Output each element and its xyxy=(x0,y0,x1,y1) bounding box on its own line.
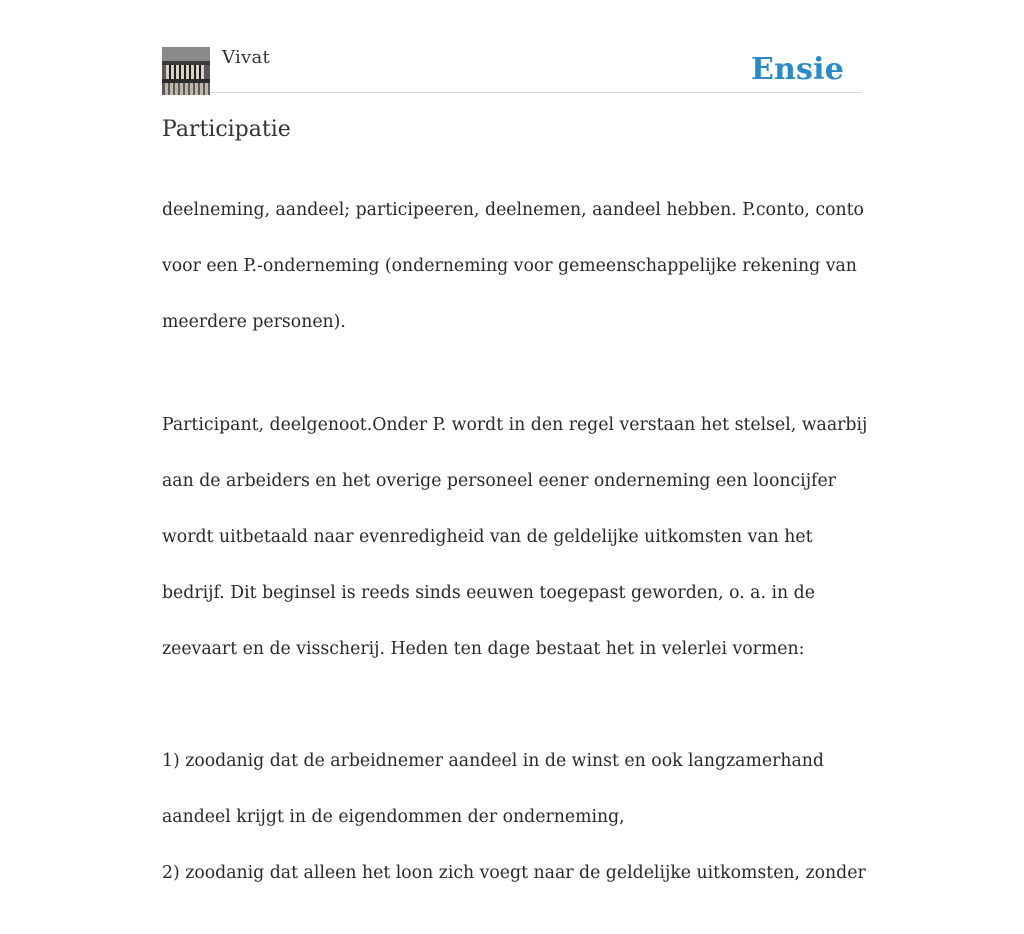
text-line: aandeel krijgt in de eigendommen der onderneming, xyxy=(162,807,625,827)
article-header xyxy=(162,46,862,93)
page-title: Participatie xyxy=(162,117,291,142)
text-line: wordt uitbetaald naar evenredigheid van de geldelijke uitkomsten van het xyxy=(162,527,813,547)
paragraph-participant xyxy=(162,383,868,915)
bookshelf-avatar-icon[interactable] xyxy=(162,47,210,95)
text-line: 2) zoodanig dat alleen het loon zich voegt naar de geldelijke uitkomsten, zonder xyxy=(162,863,866,883)
text-line: 1) zoodanig dat de arbeidnemer aandeel in de winst en ook langzamerhand xyxy=(162,751,824,771)
text-line: deelneming, aandeel; participeeren, deelnemen, aandeel hebben. P.conto, conto xyxy=(162,200,864,220)
text-line: Participant, deelgenoot.Onder P. wordt in den regel verstaan het stelsel, waarbij xyxy=(162,415,868,435)
paragraph-definition xyxy=(162,168,862,364)
text-line: zeevaart en de visscherij. Heden ten dage bestaat het in velerlei vormen: xyxy=(162,639,805,659)
text-line: bedrijf. Dit beginsel is reeds sinds eeuwen toegepast geworden, o. a. in de xyxy=(162,583,815,603)
author-name[interactable]: Vivat xyxy=(222,47,271,68)
article-page xyxy=(162,0,868,883)
text-line: aan de arbeiders en het overige personeel eener onderneming een looncijfer xyxy=(162,471,836,491)
site-logo[interactable]: Ensie xyxy=(750,52,844,87)
blank-line xyxy=(162,691,862,719)
text-line: voor een P.-onderneming (onderneming voor gemeenschappelijke rekening van xyxy=(162,256,857,276)
text-line: meerdere personen). xyxy=(162,312,346,332)
article-body xyxy=(162,168,868,934)
